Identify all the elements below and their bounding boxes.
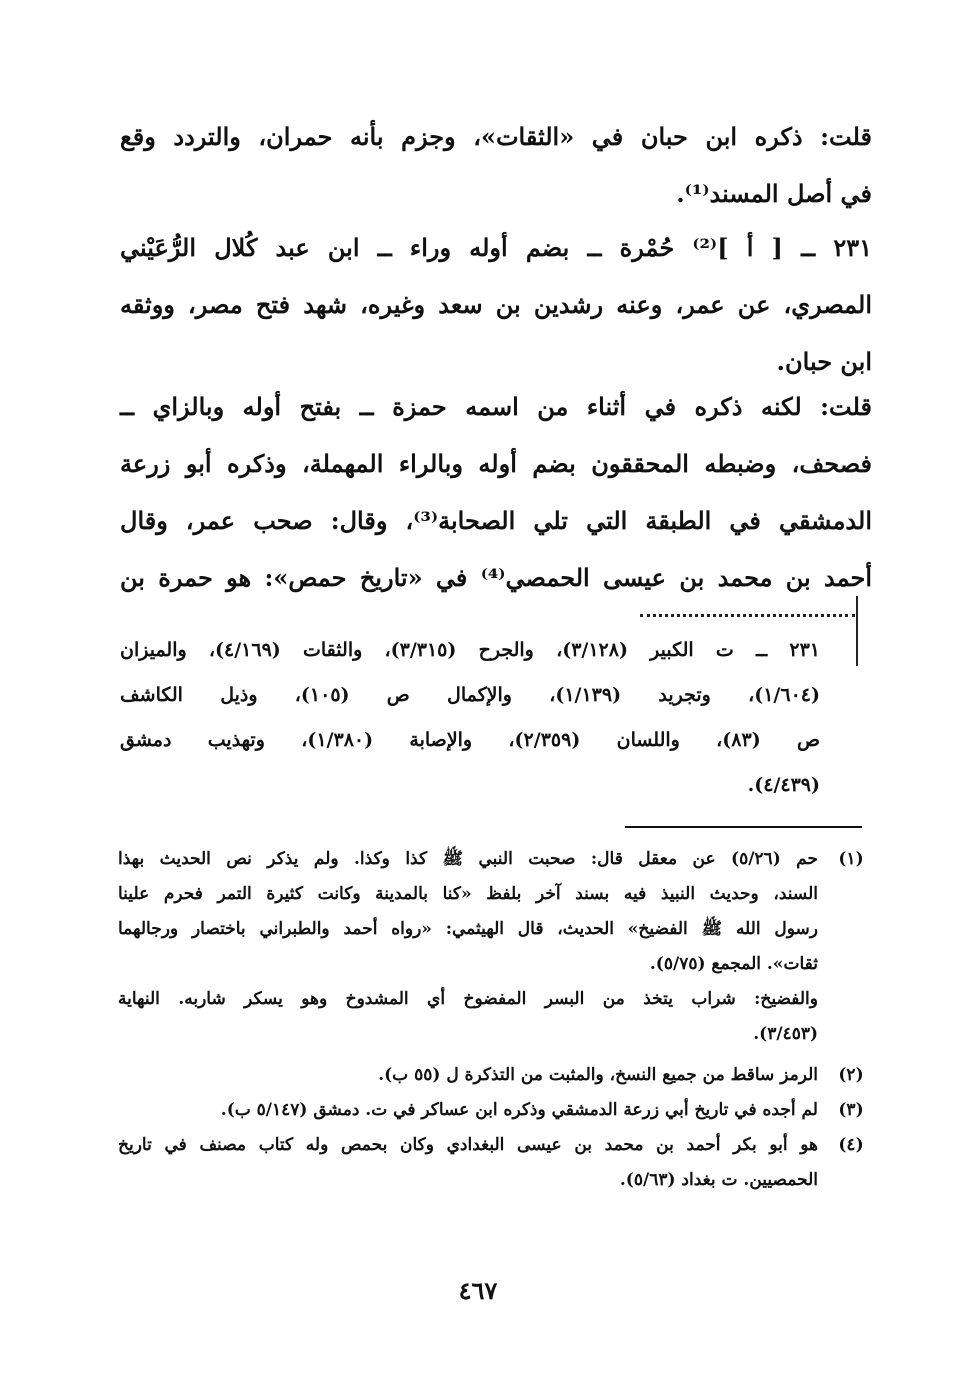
footnote-line: (٣/٤٥٣).: [753, 1024, 818, 1044]
footnote-line: هو أبو بكر أحمد بن محمد بن عيسى البغدادي وكان بحمص وله كتاب مصنف في تاريخ: [118, 1135, 818, 1155]
footnote-number: (١): [838, 849, 864, 869]
footnote-number: (٢): [838, 1065, 864, 1085]
text-line: ٢٣١ ــ [ أ ]⁽²⁾ حُمْرة ــ بضم أوله وراء ــ ابن عبد كُلال الرُّعَيْني: [120, 233, 872, 262]
footnotes: [118, 842, 872, 1198]
footnote-1: [118, 842, 872, 1052]
reference-line: ٢٣١ ــ ت الكبير (٣/١٢٨)، والجرح (٣/٣١٥)، والثقات (٤/١٦٩)، والميزان: [120, 639, 820, 661]
reference-line: ص (٨٣)، واللسان (٢/٣٥٩)، والإصابة (١/٣٨٠)، وتهذيب دمشق: [120, 729, 820, 751]
text-line: المصري، عن عمر، وعنه رشدين بن سعد وغيره، شهد فتح مصر، ووثقه: [120, 290, 872, 319]
paragraph-note-2: [120, 378, 872, 606]
footnote-line: ثقات». المجمع (٥/٧٥).: [649, 954, 818, 974]
page-number: ٤٦٧: [458, 1276, 498, 1305]
footnote-number: (٣): [838, 1100, 864, 1120]
reference-line: (١/٦٠٤)، وتجريد (١/١٣٩)، والإكمال ص (١٠٥)، وذيل الكاشف: [120, 684, 820, 706]
text-line: فصحف، وضبطه المحققون بضم أوله وبالراء المهملة، وذكره أبو زرعة: [120, 449, 872, 478]
text-line: الدمشقي في الطبقة التي تلي الصحابة⁽³⁾، وقال: صحب عمر، وقال: [120, 506, 872, 535]
margin-bar: [856, 596, 858, 666]
footnote-line: رسول الله ﷺ الفضيخ» الحديث، قال الهيثمي: «رواه أحمد والطبراني باختصار ورجالهما: [118, 919, 818, 939]
text-line: قلت: لكنه ذكره في أثناء من اسمه حمزة ــ بفتح أوله وبالزاي ــ: [120, 392, 872, 421]
footnote-2: [118, 1058, 872, 1093]
footnote-line: والفضيخ: شراب يتخذ من البسر المفضوخ أي المشدوخ وهو يسكر شاربه. النهاية: [118, 989, 818, 1009]
references-block: [120, 628, 820, 808]
footnote-number: (٤): [838, 1135, 864, 1155]
continuation-dots: [640, 605, 855, 617]
entry-231: [120, 219, 872, 390]
text-line: في أصل المسند⁽¹⁾.: [676, 179, 872, 208]
footnote-line: الحمصيين. ت بغداد (٥/٦٣).: [619, 1170, 818, 1190]
text-line: قلت: ذكره ابن حبان في «الثقات»، وجزم بأنه حمران، والتردد وقع: [120, 122, 872, 151]
footnote-3: [118, 1093, 872, 1128]
footnote-line: الرمز ساقط من جميع النسخ، والمثبت من التذكرة ل (٥٥ ب).: [378, 1065, 818, 1085]
footnote-line: السند، وحديث النبيذ فيه بسند آخر بلفظ «كنا بالمدينة وكانت كثيرة التمر فحرم علينا: [118, 884, 818, 904]
paragraph-note-1: [120, 108, 872, 222]
reference-line: (٤/٤٣٩).: [747, 774, 820, 796]
footnote-separator: [625, 826, 862, 828]
text-line: ابن حبان.: [776, 347, 872, 376]
footnote-line: لم أجده في تاريخ أبي زرعة الدمشقي وذكره ابن عساكر في ت. دمشق (٥/١٤٧ ب).: [220, 1100, 818, 1120]
text-line: أحمد بن محمد بن عيسى الحمصي⁽⁴⁾ في «تاريخ حمص»: هو حمرة بن: [120, 563, 873, 592]
footnote-4: [118, 1128, 872, 1198]
footnote-line: حم (٥/٢٦) عن معقل قال: صحبت النبي ﷺ كذا وكذا. ولم يذكر نص الحديث بهذا: [118, 849, 818, 869]
